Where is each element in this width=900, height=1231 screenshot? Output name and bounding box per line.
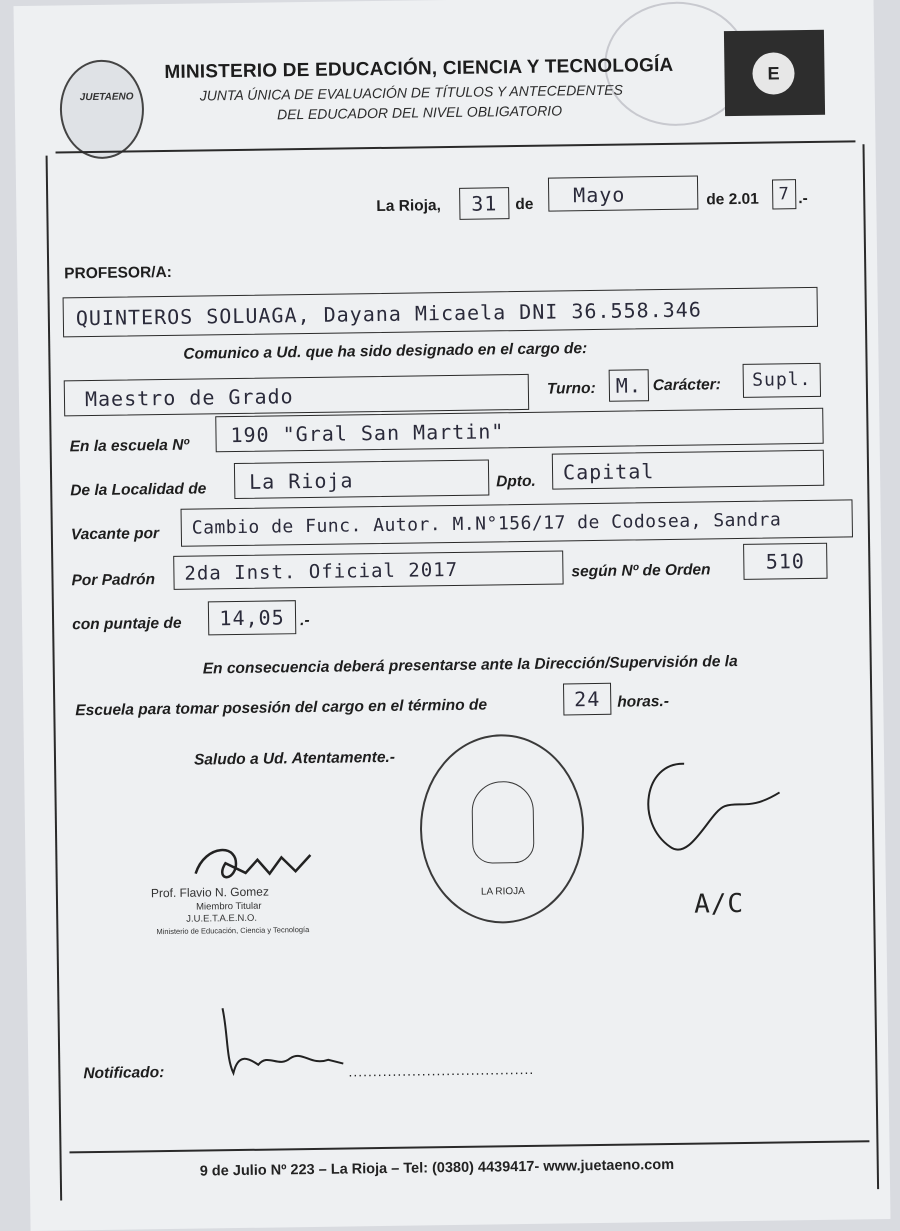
localidad-field: La Rioja [234, 459, 489, 499]
body-line-1: En consecuencia deberá presentarse ante la Dirección/Supervisión de la [202, 653, 738, 678]
year-label: de 2.01 [706, 190, 759, 209]
padron-label: Por Padrón [71, 571, 156, 590]
saludo-text: Saludo a Ud. Atentamente.- [193, 748, 396, 769]
junta-line-2: DEL EDUCADOR DEL NIVEL OBLIGATORIO [276, 102, 563, 123]
designation-intro: Comunico a Ud. que ha sido designado en el cargo de: [183, 340, 588, 363]
puntaje-suffix: .- [299, 611, 310, 630]
document-sheet [13, 0, 890, 1231]
notificado-dots: ...................................... [348, 1060, 535, 1080]
seal-bottom-text: LA RIOJA [480, 886, 525, 898]
horas-field: 24 [563, 683, 611, 716]
notificado-label: Notificado: [83, 1064, 165, 1083]
dpto-label: Dpto. [496, 472, 536, 491]
padron-field: 2da Inst. Oficial 2017 [173, 550, 563, 589]
localidad-label: De la Localidad de [70, 480, 207, 500]
escuela-field: 190 "Gral San Martin" [215, 408, 823, 452]
profesor-name-field: QUINTEROS SOLUAGA, Dayana Micaela DNI 36.558.346 [63, 287, 818, 338]
signer-role-1: Miembro Titular [196, 900, 262, 913]
puntaje-field: 14,05 [208, 600, 296, 635]
logo-text: JUETAENO [79, 91, 134, 104]
puntaje-label: con puntaje de [72, 614, 182, 634]
year-digit-field: 7 [772, 179, 796, 209]
day-field: 31 [459, 187, 509, 220]
escuela-label: En la escuela Nº [69, 436, 190, 456]
vacante-field: Cambio de Func. Autor. M.N°156/17 de Codosea, Sandra [181, 499, 853, 546]
vacante-label: Vacante por [70, 525, 160, 544]
body-line-2: Escuela para tomar posesión del cargo en el término de [75, 696, 488, 720]
horas-label: horas.- [617, 692, 670, 711]
city-label: La Rioja, [376, 197, 442, 216]
orden-label: según Nº de Orden [571, 561, 711, 581]
signature-scribble-right [629, 750, 791, 862]
signer-name: Prof. Flavio N. Gomez [150, 884, 270, 901]
ministry-title: MINISTERIO DE EDUCACIÓN, CIENCIA Y TECNOLOGÍA [164, 54, 674, 83]
caracter-field: Supl. [743, 363, 821, 398]
junta-line-1: JUNTA ÚNICA DE EVALUACIÓN DE TÍTULOS Y ANTECEDENTES [199, 81, 624, 104]
de-label: de [515, 195, 534, 214]
footer-address: 9 de Julio Nº 223 – La Rioja – Tel: (0380) 4439417- www.juetaeno.com [199, 1156, 675, 1180]
ac-mark: A/C [693, 888, 745, 920]
dpto-field: Capital [552, 450, 824, 490]
ministry-logo [724, 30, 825, 116]
logo-letter: E [752, 52, 795, 95]
juetaeno-logo [59, 59, 144, 159]
cargo-field: Maestro de Grado [64, 374, 529, 416]
profesor-label: PROFESOR/A: [64, 263, 172, 283]
notificado-signature [177, 1001, 358, 1084]
orden-field: 510 [743, 543, 827, 580]
signer-role-3: Ministerio de Educación, Ciencia y Tecnología [156, 925, 310, 937]
turno-label: Turno: [546, 379, 596, 398]
turno-field: M. [609, 369, 649, 402]
caracter-label: Carácter: [652, 376, 722, 395]
month-field: Mayo [548, 176, 698, 212]
seal-emblem [471, 781, 534, 864]
date-suffix: .- [798, 189, 808, 208]
signer-role-2: J.U.E.T.A.E.N.O. [186, 912, 258, 925]
